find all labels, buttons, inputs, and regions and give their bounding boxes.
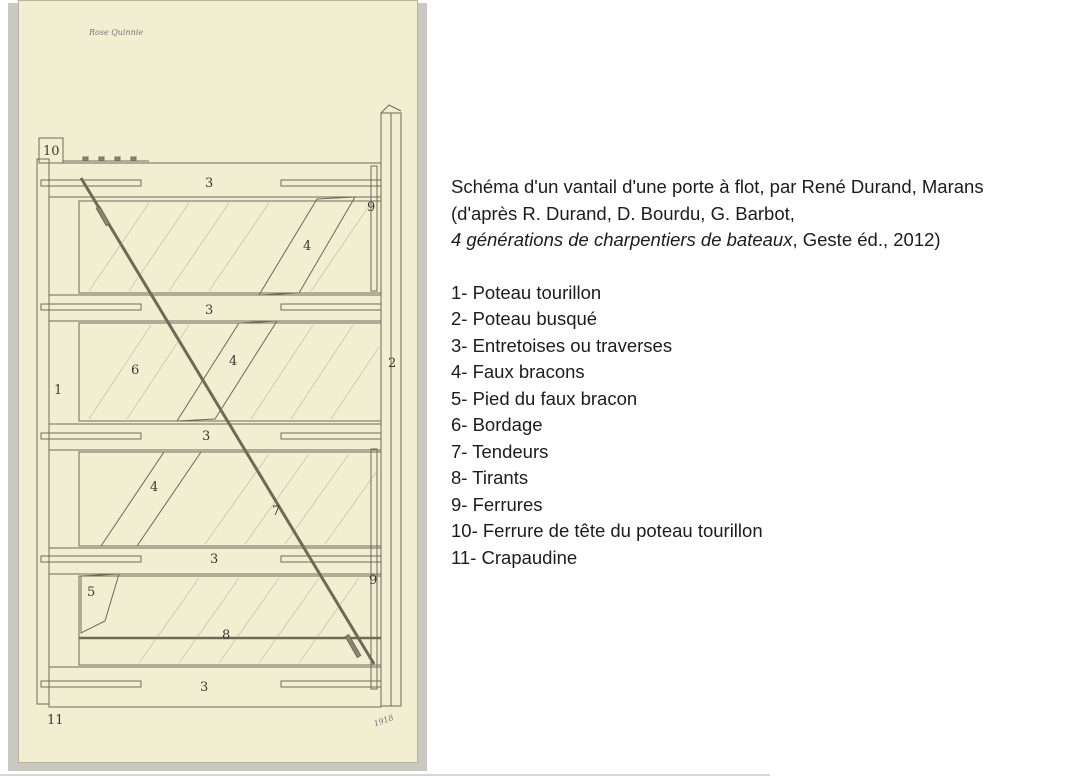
- faux-bracon-3: [101, 452, 201, 546]
- legend-item: 7- Tendeurs: [451, 440, 549, 462]
- ferrure: [281, 556, 381, 562]
- book-title: 4 générations de charpentiers de bateaux: [451, 229, 793, 250]
- label-4: 4: [303, 239, 312, 254]
- legend-item: 11- Crapaudine: [451, 546, 578, 568]
- handwritten-note: Rose Quinnie: [89, 28, 144, 37]
- caption-book: [451, 227, 1071, 254]
- label-3: 3: [210, 552, 219, 567]
- pied-faux-bracon: [81, 574, 119, 633]
- legend-item: 5- Pied du faux bracon: [451, 387, 638, 409]
- legend-item: 6- Bordage: [451, 414, 543, 435]
- ferrure-9-lower: [371, 449, 377, 689]
- label-1: 1: [54, 383, 63, 398]
- legend-list: [451, 280, 1071, 572]
- label-2: 2: [388, 356, 397, 371]
- ferrure-9-upper: [371, 166, 377, 291]
- ferrure: [281, 304, 381, 310]
- gate-diagram-svg: [19, 1, 419, 764]
- label-9: 9: [367, 200, 376, 215]
- ferrure: [41, 556, 141, 562]
- book-publisher: , Geste éd., 2012): [792, 229, 941, 250]
- legend-item: 9- Ferrures: [451, 493, 543, 515]
- label-3: 3: [200, 680, 209, 695]
- label-10: 10: [43, 144, 60, 159]
- legend-item: 1- Poteau tourillon: [451, 281, 602, 303]
- ferrure: [41, 304, 141, 310]
- poteau-busque-top: [381, 105, 401, 113]
- label-4: 4: [150, 480, 159, 495]
- label-3: 3: [205, 303, 214, 318]
- label-4: 4: [229, 354, 238, 369]
- ferrure: [281, 180, 381, 186]
- label-11: 11: [47, 713, 64, 728]
- bottom-divider: [0, 774, 770, 776]
- label-3: 3: [205, 176, 214, 191]
- traverse-2: [49, 295, 381, 321]
- label-6: 6: [131, 363, 140, 378]
- caption-source: (d'après R. Durand, D. Bourdu, G. Barbot,: [451, 202, 795, 224]
- ferrure: [41, 681, 141, 687]
- legend-item: 4- Faux bracons: [451, 361, 585, 382]
- label-3: 3: [202, 429, 211, 444]
- label-8: 8: [222, 628, 231, 643]
- ferrure: [281, 681, 381, 687]
- gate-drawing: [18, 0, 418, 763]
- ferrure: [281, 433, 381, 439]
- traverse-3: [49, 424, 381, 450]
- label-7: 7: [272, 504, 281, 519]
- legend-item: 2- Poteau busqué: [451, 308, 598, 329]
- label-9: 9: [369, 573, 378, 588]
- bordage-panel-3: [79, 452, 381, 546]
- signature: 1918: [372, 713, 395, 729]
- legend-item: 3- Entretoises ou traverses: [451, 334, 673, 356]
- bordage-panel-4: [79, 576, 381, 665]
- ferrure: [41, 180, 141, 186]
- label-5: 5: [87, 585, 96, 600]
- legend-item: 10- Ferrure de tête du poteau tourillon: [451, 520, 763, 541]
- caption-title: Schéma d'un vantail d'une porte à flot, par René Durand, Marans: [451, 176, 984, 197]
- poteau-tourillon: [37, 159, 49, 704]
- legend-item: 8- Tirants: [451, 467, 529, 488]
- faux-bracon-2: [177, 321, 277, 421]
- caption-block: [451, 174, 1071, 571]
- ferrure: [41, 433, 141, 439]
